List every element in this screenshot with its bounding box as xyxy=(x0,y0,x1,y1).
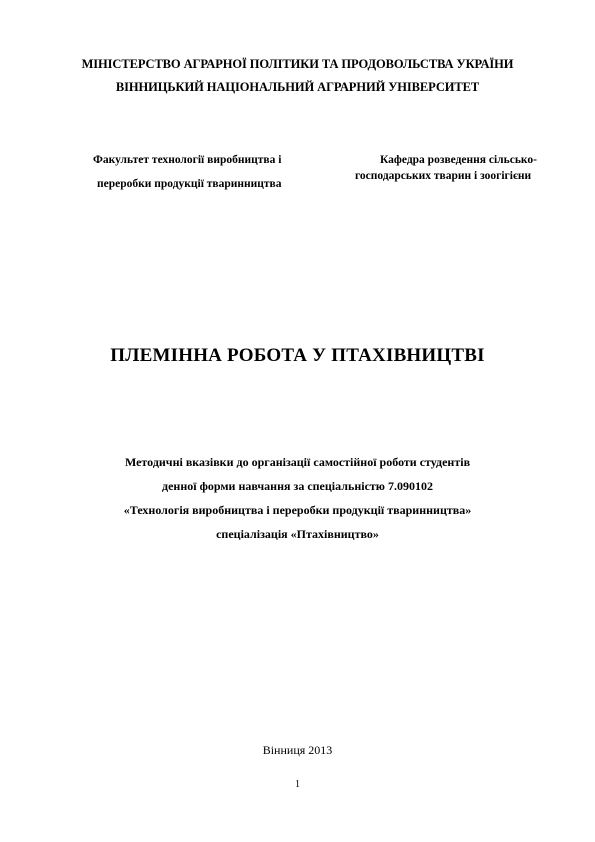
page-number: 1 xyxy=(295,779,300,790)
description-line-2: денної форми навчання за спеціальністю 7.090102 xyxy=(162,479,433,493)
university-heading: ВІННИЦЬКИЙ НАЦІОНАЛЬНИЙ АГРАРНИЙ УНІВЕРСИТЕТ xyxy=(115,80,480,94)
document-title: ПЛЕМІННА РОБОТА У ПТАХІВНИЦТВІ xyxy=(110,345,485,366)
faculty-line-1: Факультет технології виробництва і xyxy=(93,154,282,166)
faculty-line-2: переробки продукції тваринництва xyxy=(97,178,282,190)
ministry-heading: МІНІСТЕРСТВО АГРАРНОЇ ПОЛІТИКИ ТА ПРОДОВОЛЬСТВА УКРАЇНИ xyxy=(81,57,514,71)
place-year: Вінниця 2013 xyxy=(262,743,333,757)
description-line-4: спеціалізація «Птахівництво» xyxy=(216,527,379,541)
department-line-2: господарських тварин і зоогігієни xyxy=(355,170,532,182)
description-line-1: Методичні вказівки до організації самостійної роботи студентів xyxy=(124,455,471,469)
description-line-3: «Технологія виробництва і переробки продукції тваринництва» xyxy=(123,503,472,517)
department-line-1: Кафедра розведення сільсько- xyxy=(380,154,537,166)
